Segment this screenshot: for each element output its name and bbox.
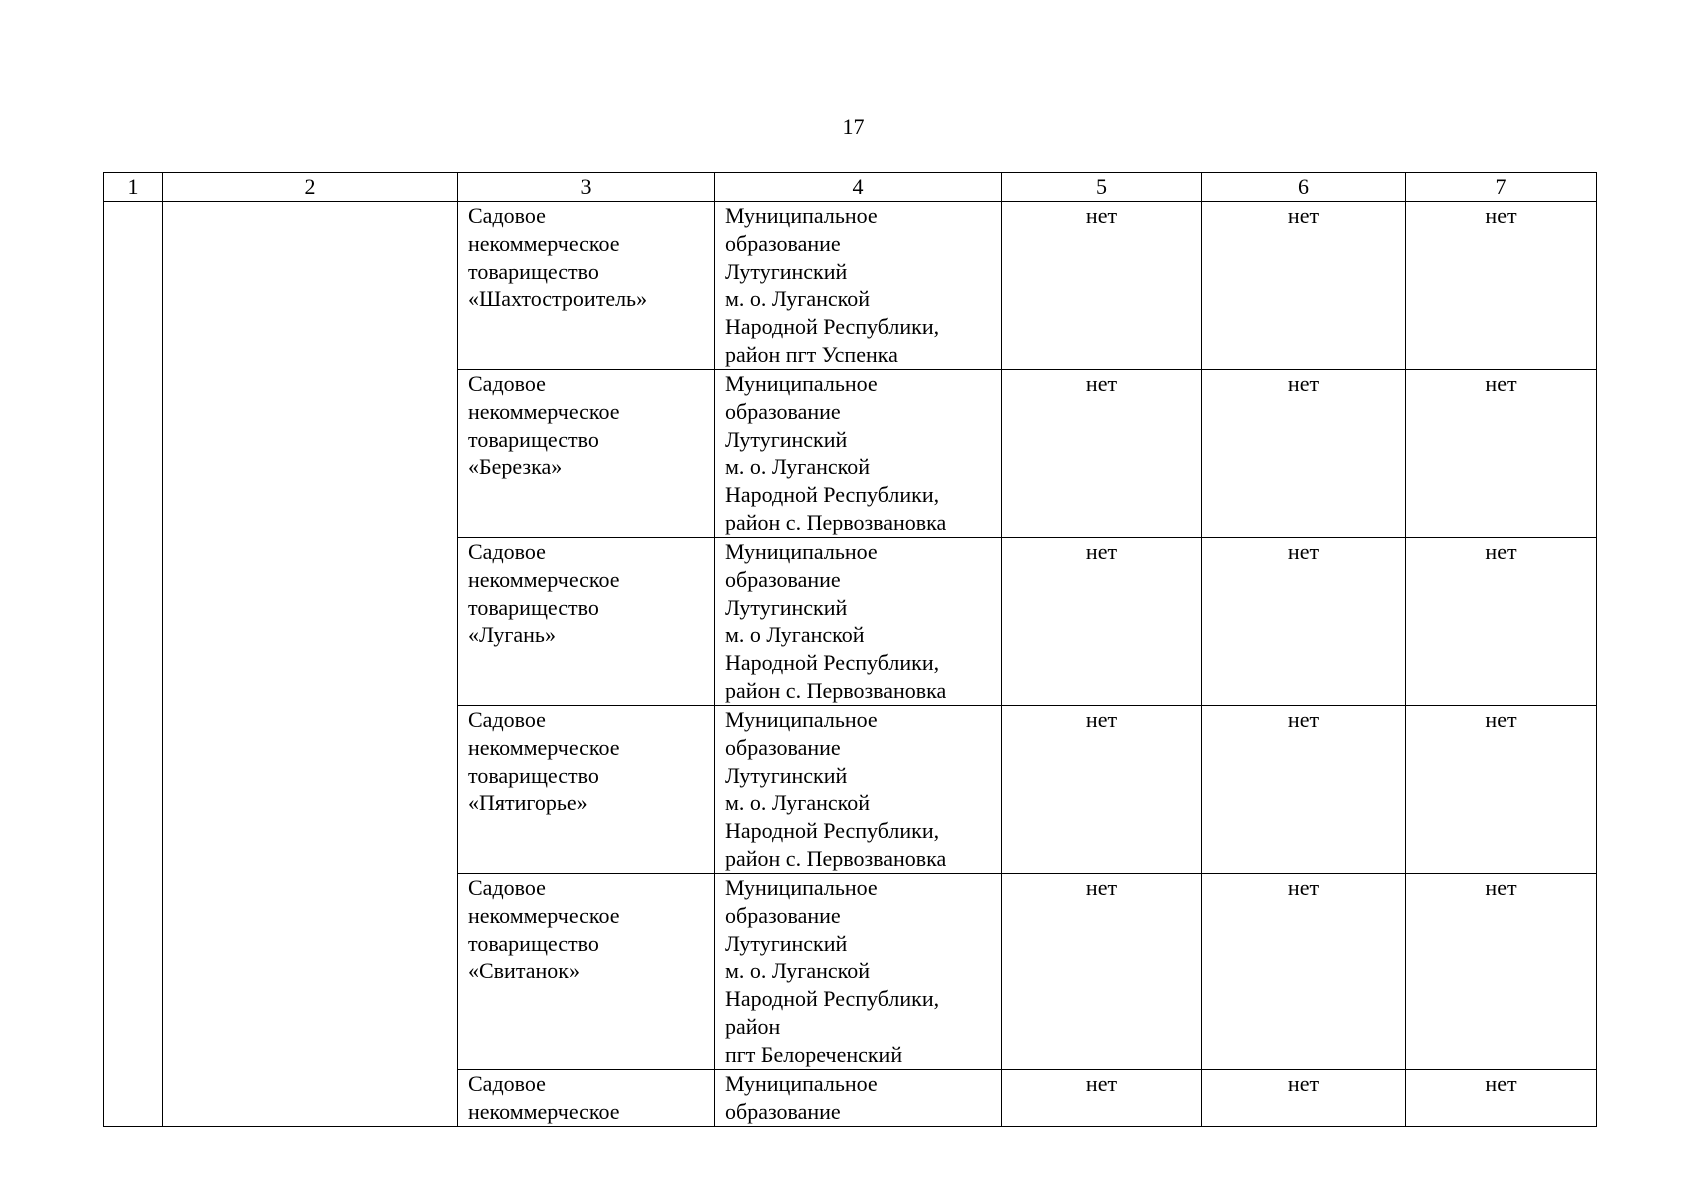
text-line: образование (725, 902, 841, 928)
location-cell (715, 874, 1002, 1070)
text-line: район (725, 1013, 781, 1039)
text-line: некоммерческое (468, 1098, 620, 1124)
text-line: образование (725, 566, 841, 592)
organization-cell (458, 1070, 715, 1127)
col-5-cell: нет (1002, 370, 1202, 538)
col-7-cell: нет (1406, 1070, 1597, 1127)
col-6-cell: нет (1202, 538, 1406, 706)
text-line: некоммерческое (468, 734, 620, 760)
col-5-cell: нет (1002, 202, 1202, 370)
text-line: «Пятигорье» (468, 790, 588, 816)
col-7-cell: нет (1406, 706, 1597, 874)
organization-cell (458, 706, 715, 874)
page-number: 17 (842, 114, 865, 139)
text-line: м. о. Луганской (725, 454, 870, 480)
text-line: товарищество (468, 258, 599, 284)
col-6-cell: нет (1202, 874, 1406, 1070)
col-5-cell: нет (1002, 874, 1202, 1070)
text-line: район с. Первозвановка (725, 845, 947, 871)
text-line: Садовое (468, 203, 546, 228)
text-line: товарищество (468, 762, 599, 788)
col-6-cell: нет (1202, 370, 1406, 538)
text-line: образование (725, 1098, 841, 1124)
text-line: Садовое (468, 539, 546, 564)
text-line: м. о. Луганской (725, 790, 870, 816)
location-cell (715, 538, 1002, 706)
text-line: Народной Республики, (725, 650, 940, 676)
organization-cell (458, 874, 715, 1070)
text-line: образование (725, 398, 841, 424)
text-line: «Лугань» (468, 622, 556, 648)
col-6-cell: нет (1202, 706, 1406, 874)
text-line: некоммерческое (468, 398, 620, 424)
text-line: «Березка» (468, 454, 563, 480)
text-line: Народной Республики, (725, 986, 940, 1012)
merged-cell-col-2 (163, 202, 458, 1127)
text-line: Лутугинский (725, 594, 848, 620)
text-line: образование (725, 230, 841, 256)
text-line: Садовое (468, 1071, 546, 1096)
text-line: Народной Республики, (725, 818, 940, 844)
organization-cell (458, 370, 715, 538)
col-5-cell: нет (1002, 1070, 1202, 1127)
text-line: Муниципальное (725, 1071, 878, 1096)
table-row (104, 202, 1597, 370)
location-cell (715, 706, 1002, 874)
header-col-5: 5 (1002, 173, 1202, 202)
text-line: Садовое (468, 875, 546, 900)
text-line: Лутугинский (725, 426, 848, 452)
text-line: «Шахтостроитель» (468, 286, 648, 312)
col-7-cell: нет (1406, 874, 1597, 1070)
text-line: некоммерческое (468, 230, 620, 256)
text-line: Муниципальное (725, 875, 878, 900)
text-line: Лутугинский (725, 258, 848, 284)
location-cell (715, 202, 1002, 370)
text-line: Народной Республики, (725, 314, 940, 340)
text-line: образование (725, 734, 841, 760)
col-6-cell: нет (1202, 202, 1406, 370)
text-line: район с. Первозвановка (725, 509, 947, 535)
col-5-cell: нет (1002, 706, 1202, 874)
text-line: товарищество (468, 426, 599, 452)
text-line: «Свитанок» (468, 958, 580, 984)
document-table (103, 172, 1597, 1127)
header-col-6: 6 (1202, 173, 1406, 202)
text-line: некоммерческое (468, 566, 620, 592)
text-line: Муниципальное (725, 707, 878, 732)
text-line: Лутугинский (725, 762, 848, 788)
text-line: Садовое (468, 707, 546, 732)
header-col-4: 4 (715, 173, 1002, 202)
text-line: м. о Луганской (725, 622, 865, 648)
text-line: м. о. Луганской (725, 286, 870, 312)
text-line: Садовое (468, 371, 546, 396)
header-col-7: 7 (1406, 173, 1597, 202)
text-line: район с. Первозвановка (725, 677, 947, 703)
col-5-cell: нет (1002, 538, 1202, 706)
text-line: Муниципальное (725, 539, 878, 564)
text-line: Муниципальное (725, 371, 878, 396)
text-line: м. о. Луганской (725, 958, 870, 984)
col-6-cell: нет (1202, 1070, 1406, 1127)
merged-cell-col-1 (104, 202, 163, 1127)
header-col-2: 2 (163, 173, 458, 202)
text-line: Народной Республики, (725, 482, 940, 508)
col-7-cell: нет (1406, 538, 1597, 706)
text-line: Лутугинский (725, 930, 848, 956)
col-7-cell: нет (1406, 370, 1597, 538)
location-cell (715, 370, 1002, 538)
table-header-row (104, 173, 1597, 202)
text-line: район пгт Успенка (725, 341, 898, 367)
text-line: некоммерческое (468, 902, 620, 928)
organization-cell (458, 538, 715, 706)
header-col-1: 1 (104, 173, 163, 202)
text-line: пгт Белореченский (725, 1041, 903, 1067)
text-line: товарищество (468, 594, 599, 620)
organization-cell (458, 202, 715, 370)
header-col-3: 3 (458, 173, 715, 202)
col-7-cell: нет (1406, 202, 1597, 370)
text-line: товарищество (468, 930, 599, 956)
location-cell (715, 1070, 1002, 1127)
text-line: Муниципальное (725, 203, 878, 228)
